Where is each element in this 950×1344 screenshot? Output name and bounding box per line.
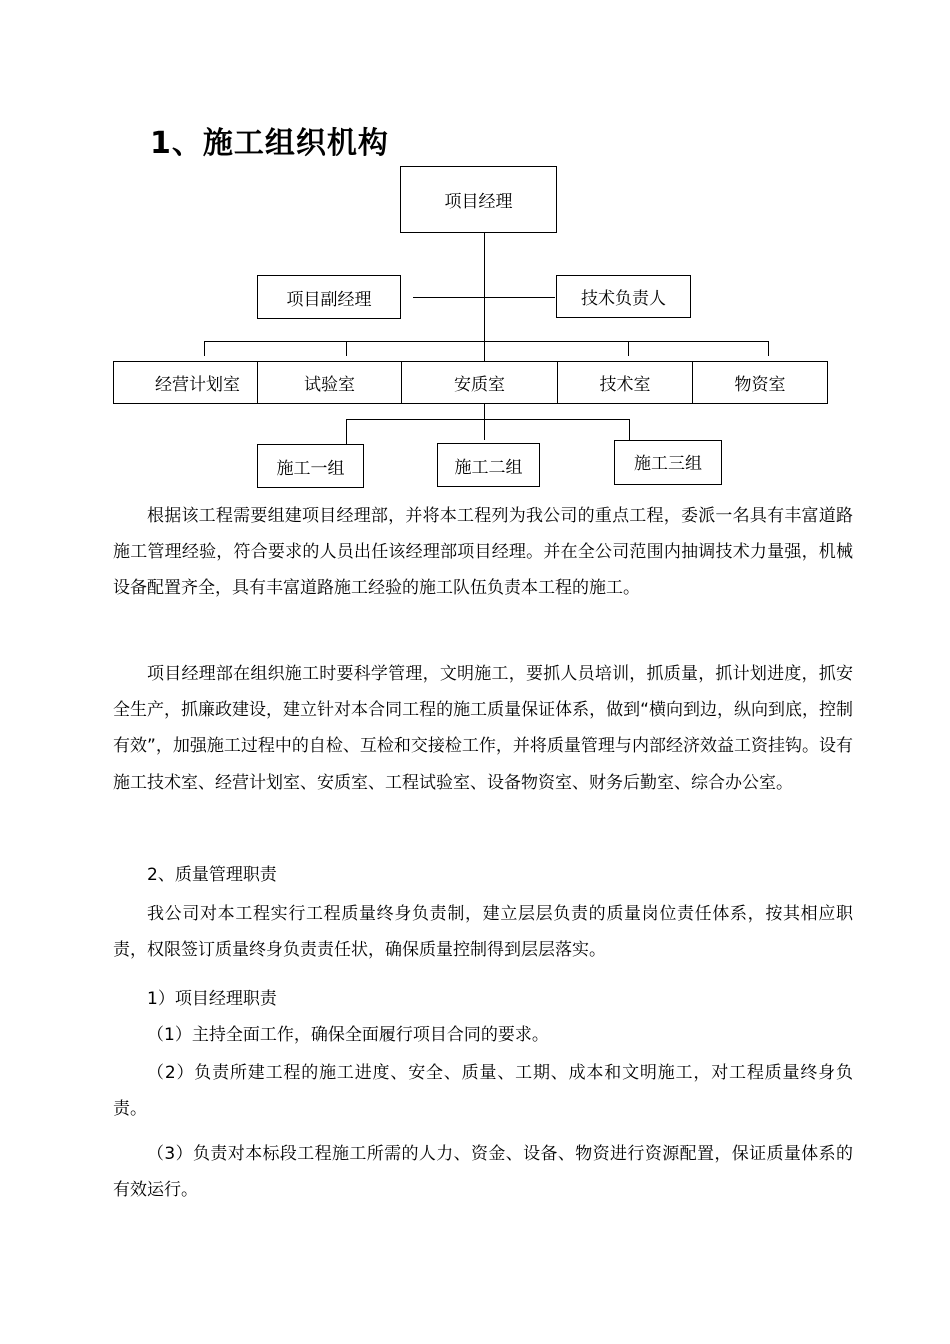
org-department: 试验室 bbox=[258, 362, 402, 403]
paragraph-1: 根据该工程需要组建项目经理部，并将本工程列为我公司的重点工程，委派一名具有丰富道路施工管理经验，符合要求的人员出任该经理部项目经理。并在全公司范围内抽调技术力量强，机械设备配置齐全，具有丰富道路施工经验的施工队伍负责本工程的施工。 bbox=[113, 506, 853, 599]
org-line-group-trunk bbox=[484, 404, 485, 440]
org-box-group-3: 施工三组 bbox=[614, 440, 722, 485]
section-heading-quality: 2、质量管理职责 bbox=[147, 865, 277, 885]
org-department: 安质室 bbox=[402, 362, 558, 403]
section-title: 1、施工组织机构 bbox=[150, 126, 389, 161]
org-department: 经营计划室 bbox=[114, 362, 258, 403]
org-box-group-1: 施工一组 bbox=[257, 444, 364, 488]
org-box-deputy: 项目副经理 bbox=[257, 275, 401, 319]
org-line-deputy-link bbox=[413, 297, 555, 298]
paragraph-3: 我公司对本工程实行工程质量终身负责制，建立层层负责的质量岗位责任体系，按其相应职责，权限签订质量终身负责责任状，确保质量控制得到层层落实。 bbox=[113, 904, 853, 961]
org-line-dept-drop bbox=[768, 341, 769, 356]
org-line-dept-drop bbox=[628, 341, 629, 356]
org-box-group-2: 施工二组 bbox=[437, 443, 540, 487]
org-line-dept-drop bbox=[346, 341, 347, 356]
org-department: 技术室 bbox=[558, 362, 693, 403]
duty-item-3: （3）负责对本标段工程施工所需的人力、资金、设备、物资进行资源配置，保证质量体系的有效运行。 bbox=[113, 1144, 853, 1201]
org-line-trunk bbox=[484, 233, 485, 341]
org-line-dept-drop bbox=[484, 341, 485, 361]
subheading-manager-duties: 1）项目经理职责 bbox=[147, 989, 277, 1009]
org-department-row bbox=[113, 361, 828, 404]
org-department: 物资室 bbox=[734, 375, 786, 395]
org-line-group-drop bbox=[346, 419, 347, 444]
org-box-tech-lead: 技术负责人 bbox=[556, 275, 691, 318]
org-line-group-drop bbox=[629, 419, 630, 440]
org-line-dept-drop bbox=[204, 341, 205, 356]
paragraph-2: 项目经理部在组织施工时要科学管理，文明施工，要抓人员培训，抓质量，抓计划进度，抓安全生产，抓廉政建设，建立针对本合同工程的施工质量保证体系，做到“横向到边，纵向到底，控制有效”，加强施工过程中的自检、互检和交接检工作，并将质量管理与内部经济效益工资挂钩。设有施工技术室、经营计划室、安质室、工程试验室、设备物资室、财务后勤室、综合办公室。 bbox=[113, 664, 853, 793]
org-box-manager: 项目经理 bbox=[400, 166, 557, 233]
duty-item-1: （1）主持全面工作，确保全面履行项目合同的要求。 bbox=[147, 1025, 549, 1045]
duty-item-2: （2）负责所建工程的施工进度、安全、质量、工期、成本和文明施工，对工程质量终身负责。 bbox=[113, 1063, 853, 1120]
org-line-group-bus bbox=[346, 419, 630, 420]
org-line-dept-bus bbox=[204, 341, 769, 342]
